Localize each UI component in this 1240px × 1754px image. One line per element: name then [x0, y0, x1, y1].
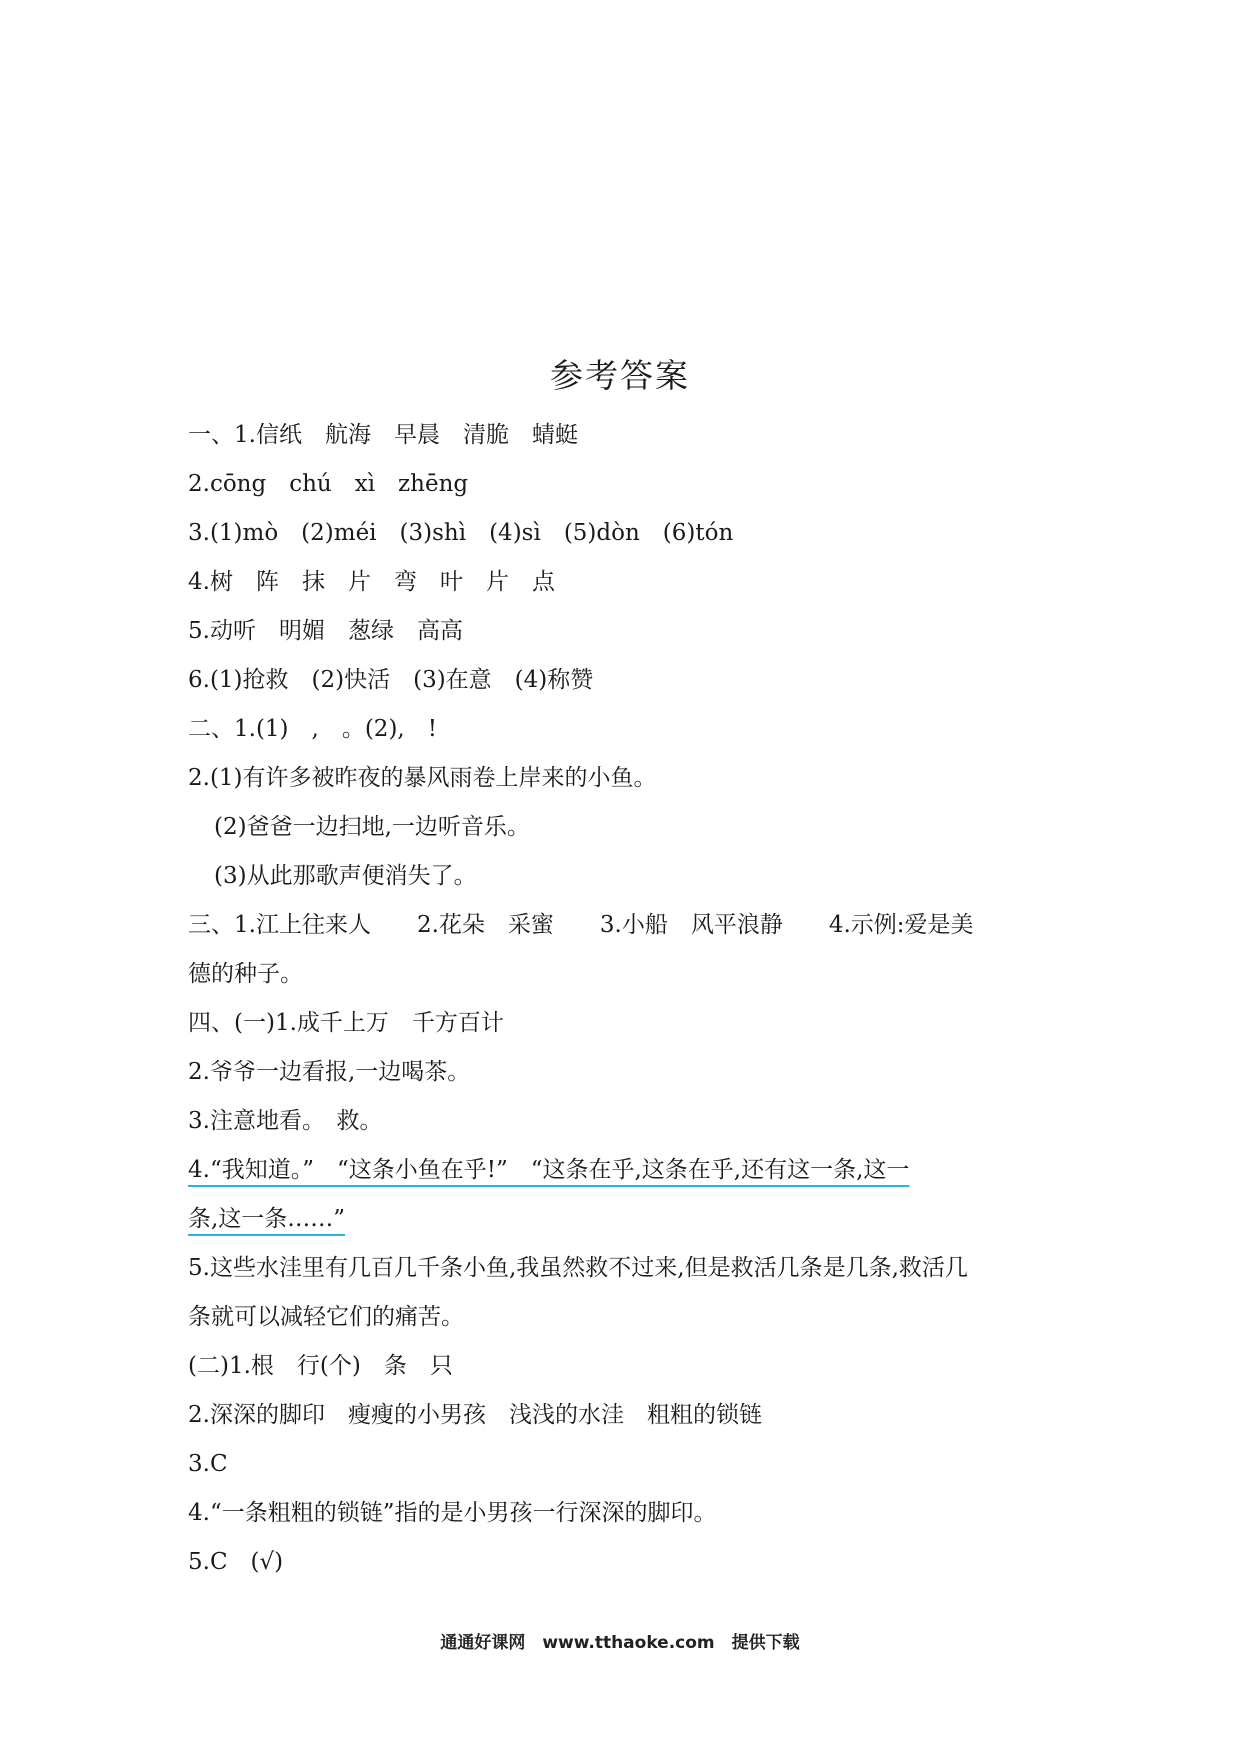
answer-list — [188, 411, 1068, 1587]
answer-line-underlined: 条,这一条……” — [188, 1206, 346, 1232]
answer-line: 5.动听 明媚 葱绿 高高 — [188, 618, 463, 644]
answer-line: 5.这些水洼里有几百几千条小鱼,我虽然救不过来,但是救活几条是几条,救活几 — [188, 1255, 968, 1281]
answer-line-underlined: 4.“我知道。” “这条小鱼在乎!” “这条在乎,这条在乎,还有这一条,这一 — [188, 1157, 910, 1183]
answer-line: 2.(1)有许多被昨夜的暴风雨卷上岸来的小鱼。 — [188, 765, 657, 791]
answer-line: 2.cōng chú xì zhēng — [188, 471, 469, 497]
answer-line: (2)爸爸一边扫地,一边听音乐。 — [214, 814, 530, 840]
answer-line: 3.注意地看。 救。 — [188, 1108, 383, 1134]
answer-line: 3.C — [188, 1451, 228, 1477]
answer-line: 德的种子。 — [188, 961, 303, 987]
answer-line: 4.树 阵 抹 片 弯 叶 片 点 — [188, 569, 555, 595]
answer-line: (3)从此那歌声便消失了。 — [214, 863, 477, 889]
answer-line: (二)1.根 行(个) 条 只 — [188, 1353, 453, 1379]
answer-line: 条就可以减轻它们的痛苦。 — [188, 1304, 464, 1330]
answer-line: 2.爷爷一边看报,一边喝茶。 — [188, 1059, 471, 1085]
answer-line: 四、(一)1.成千上万 千方百计 — [188, 1010, 504, 1036]
answer-line: 4.“一条粗粗的锁链”指的是小男孩一行深深的脚印。 — [188, 1500, 717, 1526]
answer-line: 三、1.江上往来人 2.花朵 采蜜 3.小船 风平浪静 4.示例:爱是美 — [188, 912, 974, 938]
answer-line: 3.(1)mò (2)méi (3)shì (4)sì (5)dòn (6)tón — [188, 520, 734, 546]
answer-line: 二、1.(1) , 。(2), ! — [188, 716, 437, 742]
page-title: 参考答案 — [550, 356, 690, 395]
footer-credit: 通通好课网 www.tthaoke.com 提供下载 — [440, 1633, 800, 1653]
answer-line: 5.C (√) — [188, 1549, 284, 1575]
answer-line: 一、1.信纸 航海 早晨 清脆 蜻蜓 — [188, 422, 578, 448]
answer-line: 2.深深的脚印 瘦瘦的小男孩 浅浅的水洼 粗粗的锁链 — [188, 1402, 762, 1428]
answer-line: 6.(1)抢救 (2)快活 (3)在意 (4)称赞 — [188, 667, 594, 693]
